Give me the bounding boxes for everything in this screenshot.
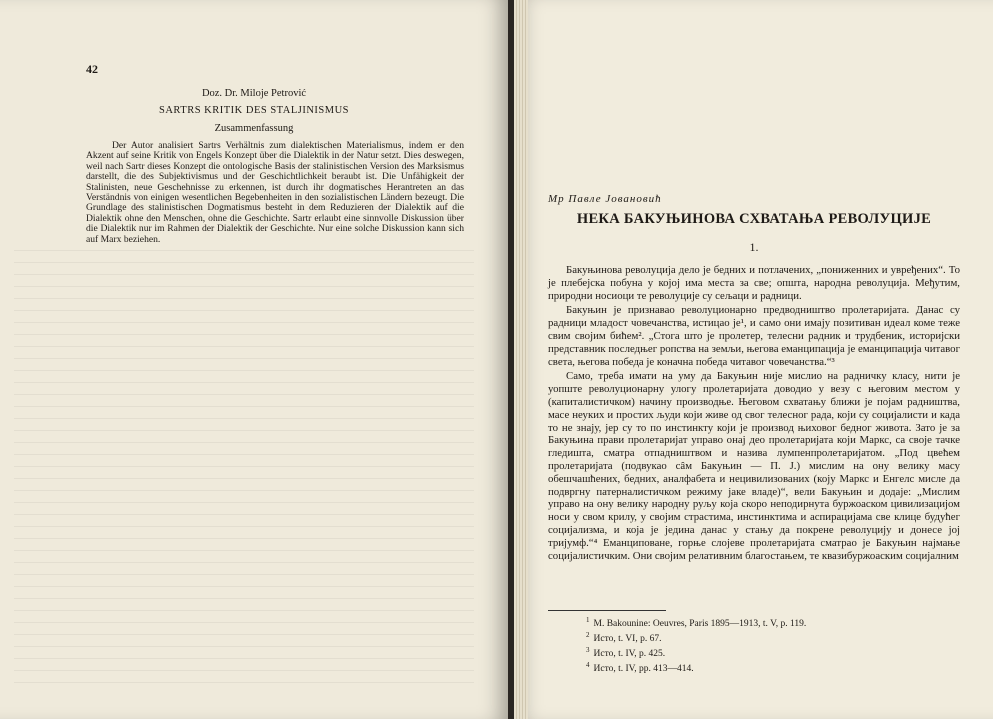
paragraph: Бакуњинова револуција дело је бедних и потлачених, „пониженних и увређених“. То је плебејска побуна у којој има места за све; општа, народна револуција. Међутим, природни носиоци те револуције су сељаци и радници. [548, 264, 960, 302]
footnotes [586, 615, 806, 675]
right-page [514, 0, 993, 719]
article-title: НЕКА БАКУЊИНОВА СХВАТАЊА РЕВОЛУЦИЈЕ [576, 211, 932, 227]
article-body [548, 264, 960, 562]
section-number: 1. [749, 240, 759, 254]
summary-abstract: Der Autor analisiert Sartrs Verhältnis zum dialektischen Materialismus, indem er den Akzent auf seine Kritik von Engels Konzept über die Dialektik in der Natur setzt. Dies deswegen, weil nach Sartr dieses Konzept die ontologische Basis der stalinistischen Version des Marksismus darstellt, die des Subjektivismus und der Geschichtlichkeit beraubt ist. Die Unfähigkeit der Stalinisten, neue Geschehnisse zu erkennen, ist durch ihr dogmatisches Herantreten an das Verständnis von einigen wesentlichen Begebenheiten in den sozialistischen Ländern bezeugt. Die Grundlage des stalinistischen Dogmatismus besteht in dem Reduzieren der Dialektik auf die Dialektik ohne den Menschen, ohne die Geschichte. Sartr erlaubt eine sinnvolle Diskussion über die Dialektik nur im Rahmen der Dialektik der Geschichte. Nur eine solche Diskussion kann sich auf Marx beziehen. [86, 140, 464, 245]
summary-author: Doz. Dr. Miloje Petrović [201, 88, 307, 99]
footnote: $^1$ M. Bakounine: Oeuvres, Paris 1895—1913, t. V, p. 119. [586, 616, 807, 630]
show-through-texture [14, 250, 474, 690]
footnote-rule [548, 610, 666, 611]
footnote: $^3$ Исто, t. IV, p. 425. [586, 645, 666, 660]
page-number: 42 [86, 62, 98, 76]
summary-title: SARTRS KRITIK DES STALJINISMUS [158, 105, 349, 116]
footnote: $^2$ Исто, t. VI, p. 67. [586, 630, 662, 645]
page-edges [514, 0, 528, 719]
paragraph: Бакуњин је признавао револуционарно предводништво пролетаријата. Данас су радници младост човечанства, истицао је¹, и само они имају позитиван идеал коме теже свим својим бићем². „Стога што је пролетер, телесни радник и трудбеник, историјски представник последњег ропства на земљи, његова еманципација је еманципација читавог света, његова победа је коначна победа читавог човечанства.“³ [548, 304, 960, 368]
summary-subtitle: Zusammenfassung [214, 123, 294, 134]
article-author: Мр Павле Јовановић [548, 193, 662, 205]
paragraph: Само, треба имати на уму да Бакуњин није мислио на радничку класу, нити је уопште револуционарну улогу пролетаријата доводио у везу с његовим местом у (капиталистичком) начину производње. Његовом схватању ближи је појам радништва, масе неуких и простих људи који живе од свог телесног рада, који су социјалисти и када то не знају, јер су то по инстинкту који је производ њиховог бедног живота. Зато је за Бакуњина прави пролетаријат управо онај део пролетаријата који Маркс, са своје тачке гледишта, сматра отпадништвом и назива лумпенпролетаријатом. „Под цвећем пролетаријата (подвукао сâм Бакуњин — П. Ј.) мислим на ону велику масу обешчашћених, бедних, аналфабета и нецивилизованих (коју Маркс и Енгелс мисле да подвргну патерналистичком режиму јаке владе)“, вели Бакуњин и додаје: „Мислим управо на ону велику народну руљу која скоро неподирнута буржоаском цивилизацијом носи у свом крилу, у својим страстима, инстинктима и аспирацијама све клице будућег социјализма, и која је једина данас у стању да покрене револуцију и донесе јој тријумф.“⁴ Еманциповане, горње слојеве пролетаријата сматрао је Бакуњин најмање социјалистичким. Они својим релативним благостањем, те квазибуржоаским социјалним [548, 370, 960, 562]
footnote: $^4$ Исто, t. IV, pp. 413—414. [586, 660, 694, 675]
